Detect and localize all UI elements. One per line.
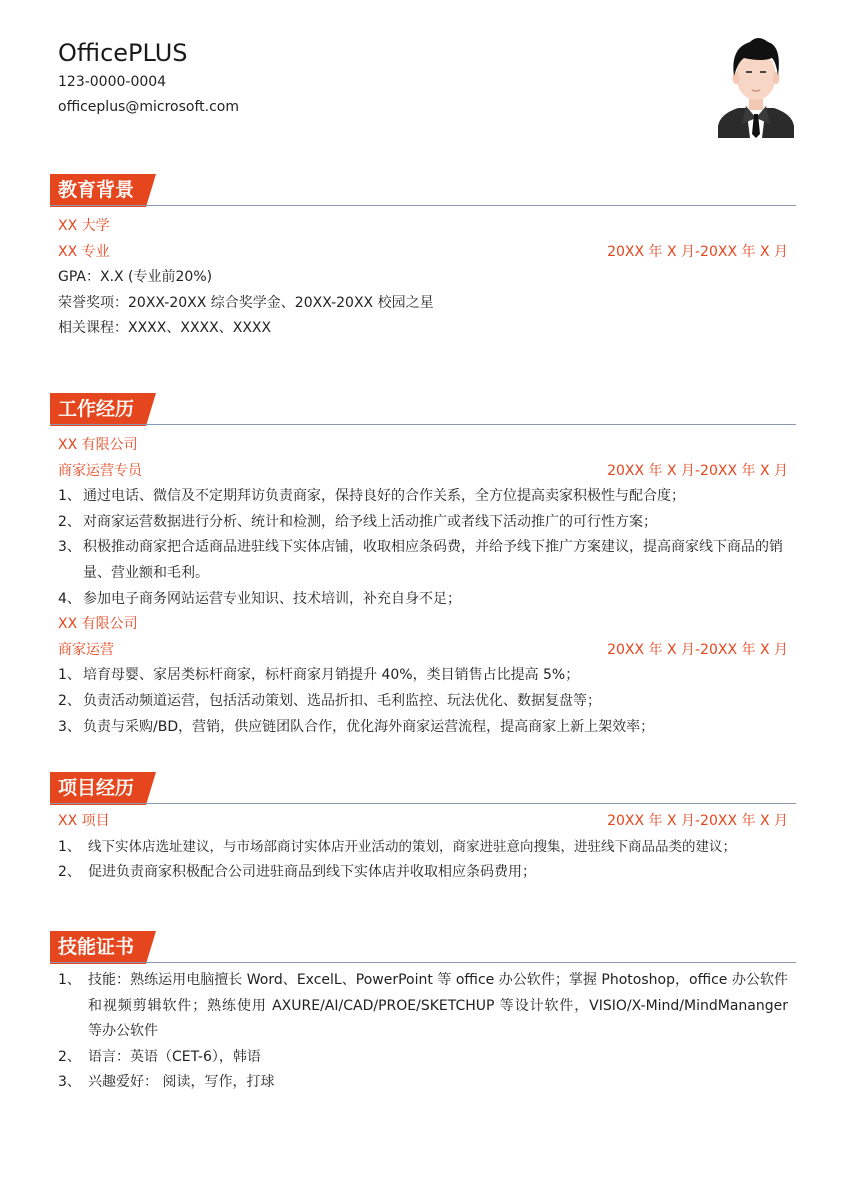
awards: 荣誉奖项：20XX-20XX 综合奖学金、20XX-20XX 校园之星: [58, 294, 434, 311]
project-name: XX 项目: [58, 813, 110, 829]
work-section: [50, 393, 796, 740]
phone-number: 123-0000-0004: [58, 74, 167, 90]
education-date: 20XX 年 X 月-20XX 年 X 月: [607, 243, 788, 260]
list-item: 1、 线下实体店选址建议，与市场部商讨实体店开业活动的策划，商家进驻意向搜集，进驻线下商品品类的建议；: [58, 838, 736, 855]
list-item: 3、 兴趣爱好： 阅读，写作，打球: [58, 1074, 275, 1091]
resume-header: [58, 36, 239, 120]
gpa: GPA：X.X (专业前20%): [58, 269, 213, 286]
section-divider: [50, 205, 796, 206]
section-title: 技能证书: [50, 931, 146, 964]
section-header: [50, 772, 796, 808]
candidate-name: OfficePLUS: [58, 39, 188, 67]
list-item: 4、 参加电子商务网站运营专业知识、技术培训，补充自身不足；: [58, 590, 461, 607]
job-role: 商家运营: [58, 641, 114, 658]
section-title: 教育背景: [50, 174, 146, 207]
education-section: [50, 174, 796, 342]
section-divider: [50, 962, 796, 963]
section-divider: [50, 424, 796, 425]
courses: 相关课程：XXXX、XXXX、XXXX: [58, 320, 272, 337]
list-item: 3、 积极推动商家把合适商品进驻线下实体店铺，收取相应条码费，并给予线下推广方案建议，提高商家线下商品的销量、营业额和毛利。: [58, 539, 783, 581]
job-date: 20XX 年 X 月-20XX 年 X 月: [607, 462, 788, 479]
section-header: [50, 931, 796, 967]
section-title: 工作经历: [50, 393, 146, 426]
section-header: [50, 393, 796, 429]
list-item: 2、 负责活动频道运营，包括活动策划、选品折扣、毛利监控、玩法优化、数据复盘等；: [58, 692, 601, 709]
section-header: [50, 174, 796, 210]
list-item: 2、 对商家运营数据进行分析、统计和检测，给予线上活动推广或者线下活动推广的可行性方案；: [58, 513, 657, 530]
skills-section: [50, 931, 796, 1096]
major: XX 专业: [58, 243, 110, 260]
company-name: XX 有限公司: [58, 437, 138, 453]
email-address: officeplus@microsoft.com: [58, 99, 239, 115]
avatar-icon: [716, 34, 796, 138]
section-divider: [50, 803, 796, 804]
project-section: [50, 772, 796, 886]
list-item: 1、 技能：熟练运用电脑擅长 Word、ExcelL、PowerPoint 等 office 办公软件；掌握 Photoshop，office 办公软件和视频剪辑软件；熟练使用 AXURE/AI/CAD/PROE/SKETCHUP 等设计软件，VISIO/X-Mind/MindMananger 等办公软件: [58, 972, 788, 1040]
list-item: 2、 促进负责商家积极配合公司进驻商品到线下实体店并收取相应条码费用；: [58, 864, 536, 881]
job-date: 20XX 年 X 月-20XX 年 X 月: [607, 641, 788, 658]
list-item: 2、 语言：英语（CET-6），韩语: [58, 1048, 261, 1065]
job-role: 商家运营专员: [58, 462, 142, 479]
school-name: XX 大学: [58, 218, 110, 234]
list-item: 1、 培育母婴、家居类标杆商家，标杆商家月销提升 40%，类目销售占比提高 5%；: [58, 667, 580, 684]
section-title: 项目经历: [50, 772, 146, 805]
company-name: XX 有限公司: [58, 616, 138, 633]
project-date: 20XX 年 X 月-20XX 年 X 月: [607, 813, 788, 829]
list-item: 1、 通过电话、微信及不定期拜访负责商家，保持良好的合作关系，全方位提高卖家积极性与配合度；: [58, 488, 685, 505]
list-item: 3、 负责与采购/BD，营销，供应链团队合作，优化海外商家运营流程，提高商家上新上架效率；: [58, 718, 655, 735]
